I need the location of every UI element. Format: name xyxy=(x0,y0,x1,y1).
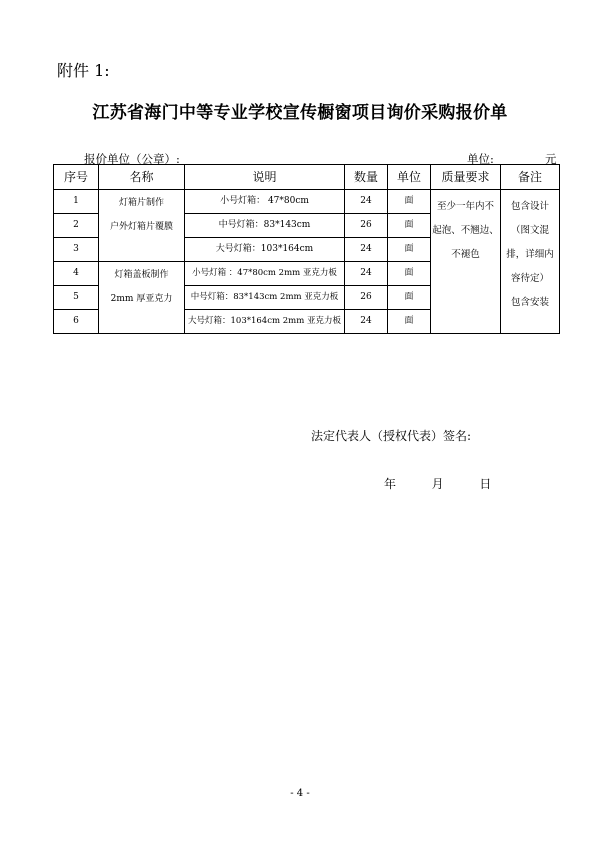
row-qty: 26 xyxy=(345,214,388,238)
row-qty: 24 xyxy=(345,310,388,334)
row-desc: 中号灯箱：83*143cm xyxy=(185,214,345,238)
row-unit: 面 xyxy=(388,286,431,310)
remark-line: 包含设计 xyxy=(510,201,549,212)
row-no: 4 xyxy=(54,262,99,286)
signature-label: 法定代表人（授权代表）签名: xyxy=(311,429,472,443)
table-row xyxy=(54,190,560,214)
row-no: 1 xyxy=(54,190,99,214)
row-qty: 24 xyxy=(345,190,388,214)
document-title: 江苏省海门中等专业学校宣传橱窗项目询价采购报价单 xyxy=(92,103,508,123)
remark-line: （图文混 xyxy=(510,225,549,236)
quality-line: 至少一年内不 xyxy=(436,201,494,212)
date-year: 年 xyxy=(384,477,397,491)
row-desc: 小号灯箱： 47*80cm xyxy=(185,190,345,214)
item-name-line: 灯箱盖板制作 xyxy=(114,269,169,280)
date-line xyxy=(384,475,491,492)
item-name-line: 2mm 厚亚克力 xyxy=(110,293,173,304)
header-unit: 单位 xyxy=(388,165,431,190)
quote-table xyxy=(53,164,560,334)
item-name-line: 户外灯箱片覆膜 xyxy=(109,221,173,232)
row-qty: 24 xyxy=(345,262,388,286)
quote-unit-label: 报价单位（公章）: xyxy=(84,152,180,166)
attachment-label: 附件 1: xyxy=(57,61,110,80)
row-desc: 大号灯箱：103*164cm 2mm 亚克力板 xyxy=(185,310,345,334)
quality-requirement xyxy=(431,190,501,334)
item-name-group-1 xyxy=(99,190,185,262)
unit-label: 单位: xyxy=(467,152,494,166)
row-desc: 小号灯箱 ：47*80cm 2mm 亚克力板 xyxy=(185,262,345,286)
row-qty: 24 xyxy=(345,238,388,262)
quality-line: 不褪色 xyxy=(451,249,480,260)
row-unit: 面 xyxy=(388,262,431,286)
header-qty: 数量 xyxy=(345,165,388,190)
header-no: 序号 xyxy=(54,165,99,190)
remark-line: 排，详细内 xyxy=(506,249,554,260)
row-qty: 26 xyxy=(345,286,388,310)
remark-line: 容待定） xyxy=(510,273,549,284)
quality-line: 起泡、不翘边、 xyxy=(432,225,499,236)
item-name-group-2 xyxy=(99,262,185,334)
header-quality: 质量要求 xyxy=(431,165,501,190)
row-no: 2 xyxy=(54,214,99,238)
remarks xyxy=(501,190,560,334)
item-name-line: 灯箱片制作 xyxy=(118,197,164,208)
row-unit: 面 xyxy=(388,190,431,214)
row-desc: 中号灯箱：83*143cm 2mm 亚克力板 xyxy=(185,286,345,310)
row-desc: 大号灯箱：103*164cm xyxy=(185,238,345,262)
row-no: 5 xyxy=(54,286,99,310)
header-name: 名称 xyxy=(99,165,185,190)
row-no: 6 xyxy=(54,310,99,334)
unit-value: 元 xyxy=(545,152,557,166)
date-month: 月 xyxy=(431,477,444,491)
row-unit: 面 xyxy=(388,238,431,262)
header-desc: 说明 xyxy=(185,165,345,190)
remark-line: 包含安装 xyxy=(510,297,549,308)
header-remark: 备注 xyxy=(501,165,560,190)
date-day: 日 xyxy=(479,477,492,491)
page-number: - 4 - xyxy=(290,788,310,799)
row-unit: 面 xyxy=(388,214,431,238)
row-unit: 面 xyxy=(388,310,431,334)
table-header-row xyxy=(54,165,560,190)
row-no: 3 xyxy=(54,238,99,262)
